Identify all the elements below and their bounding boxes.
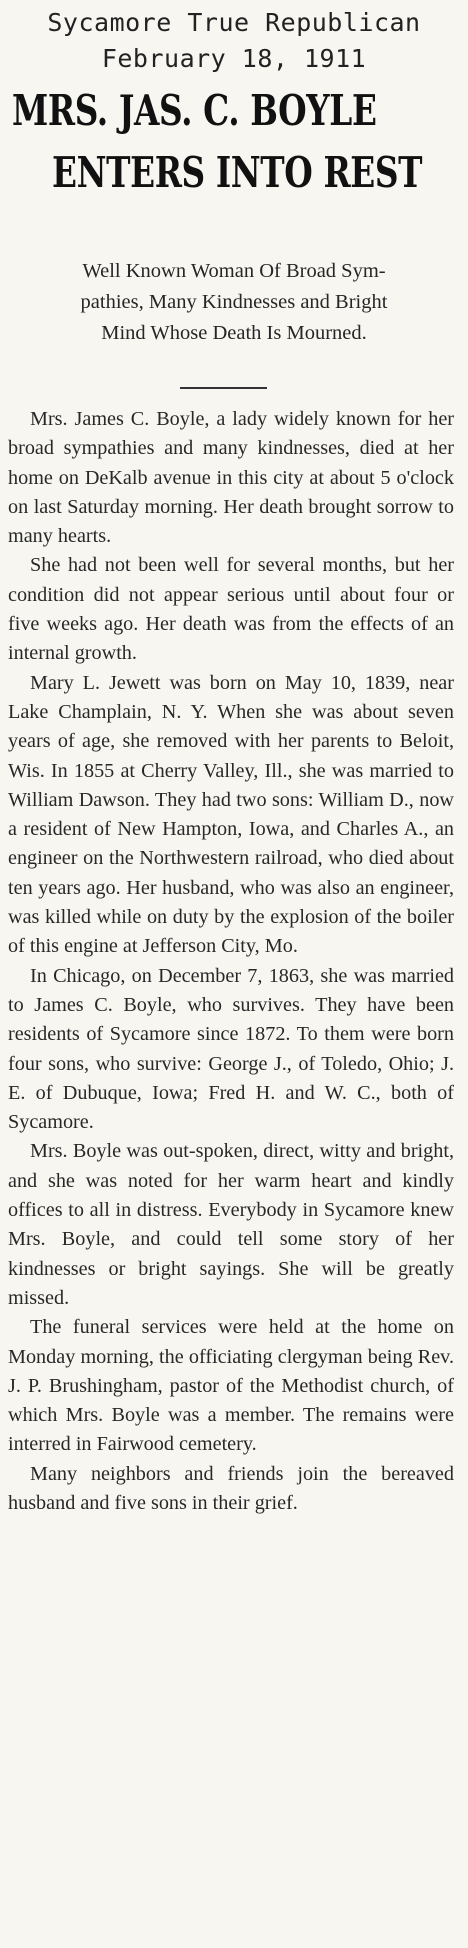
- paragraph-funeral: The funeral services were held at the home on Monday morning, the officiating clergyman being Rev. J. P. Brushingham, pastor of the Methodist church, of which Mrs. Boyle was a member. The remains were interred in Fairwood cemetery.: [8, 1316, 454, 1456]
- subheadline-line-1: Well Known Woman Of Broad Sym-: [82, 260, 386, 282]
- subheadline-line-3: Mind Whose Death Is Mourned.: [101, 322, 367, 344]
- subheadline-line-2: pathies, Many Kindnesses and Bright: [80, 291, 388, 313]
- headline-line-2: ENTERS INTO REST: [52, 148, 423, 197]
- paragraph-death-notice: Mrs. James C. Boyle, a lady widely known for her broad sympathies and many kindnesses, died at her home on DeKalb avenue in this city at about 5 o'clock on last Saturday morning. Her death brought sorrow to many hearts.: [8, 408, 454, 548]
- paragraph-mourners: Many neighbors and friends join the bereaved husband and five sons in their grief.: [8, 1462, 454, 1514]
- publication-date: February 18, 1911: [101, 44, 367, 73]
- paragraph-character: Mrs. Boyle was out-spoken, direct, witty and bright, and she was noted for her warm heart and kindly offices to all in distress. Everybody in Sycamore knew Mrs. Boyle, and could tell some story of her kindnesses or bright sayings. She will be greatly missed.: [8, 1140, 454, 1309]
- paragraph-illness: She had not been well for several months, but her condition did not appear serious until about four or five weeks ago. Her death was from the effects of an internal growth.: [8, 554, 454, 665]
- headline-line-1: MRS. JAS. C. BOYLE: [12, 86, 377, 135]
- section-divider: [180, 387, 267, 389]
- paragraph-early-life: Mary L. Jewett was born on May 10, 1839, near Lake Champlain, N. Y. When she was about seven years of age, she removed with her parents to Beloit, Wis. In 1855 at Cherry Valley, Ill., she was married to William Dawson. They had two sons: William D., now a resident of New Hampton, Iowa, and Charles A., an engineer on the Northwestern railroad, who died about ten years ago. Her husband, who was also an engineer, was killed while on duty by the explosion of the boiler of this engine at Jefferson City, Mo.: [8, 671, 454, 958]
- article-body: [8, 405, 454, 1518]
- paragraph-second-marriage: In Chicago, on December 7, 1863, she was married to James C. Boyle, who survives. They have been residents of Sycamore since 1872. To them were born four sons, who survive: George J., of Toledo, Ohio; J. E. of Dubuque, Iowa; Fred H. and W. C., both of Sycamore.: [8, 964, 454, 1134]
- newspaper-name: Sycamore True Republican: [47, 8, 421, 37]
